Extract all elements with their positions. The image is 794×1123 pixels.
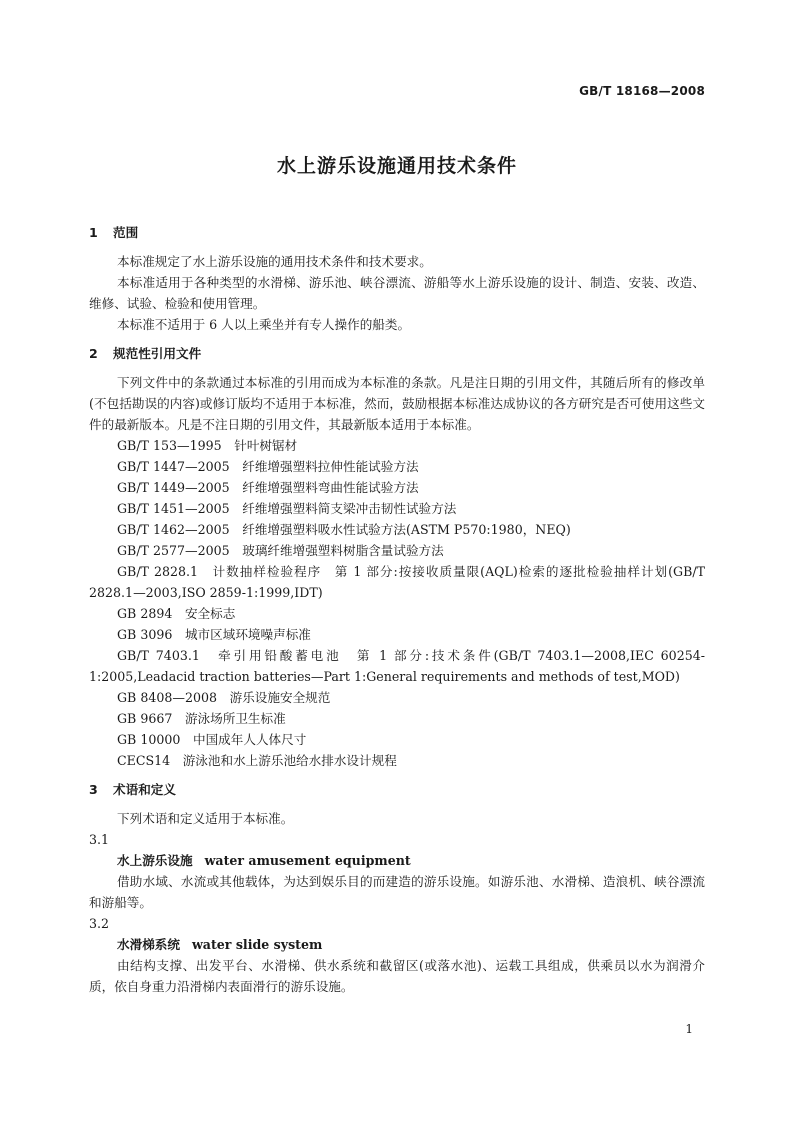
reference-item: GB/T 1451—2005 纤维增强塑料简支梁冲击韧性试验方法	[117, 501, 457, 516]
term-title	[89, 850, 705, 871]
section-title: 范围	[113, 225, 139, 240]
reference-item: CECS14 游泳池和水上游乐池给水排水设计规程	[117, 753, 397, 768]
section-number: 3	[89, 782, 98, 797]
section-heading-scope	[89, 222, 705, 243]
term-chinese: 水上游乐设施	[117, 853, 193, 868]
term-chinese: 水滑梯系统	[117, 937, 180, 952]
reference-item: GB 2894 安全标志	[117, 606, 236, 621]
term-english: water amusement equipment	[204, 853, 411, 868]
page-number: 1	[685, 1022, 693, 1036]
scope-paragraph: 本标准适用于各种类型的水滑梯、游乐池、峡谷漂流、游船等水上游乐设施的设计、制造、安装、改造、维修、试验、检验和使用管理。	[89, 275, 705, 311]
section-number: 1	[89, 225, 98, 240]
clause-number: 3.2	[89, 916, 110, 931]
reference-item: GB 9667 游泳场所卫生标准	[117, 711, 286, 726]
normative-intro: 下列文件中的条款通过本标准的引用而成为本标准的条款。凡是注日期的引用文件，其随后所有的修改单(不包括勘误的内容)或修订版均不适用于本标准，然而，鼓励根据本标准达成协议的各方研究是否可使用这些文件的最新版本。凡是不注日期的引用文件，其最新版本适用于本标准。	[89, 375, 705, 432]
term-english: water slide system	[191, 937, 323, 952]
standard-number: GB/T 18168—2008	[579, 84, 705, 98]
term-definition: 由结构支撑、出发平台、水滑梯、供水系统和截留区(或落水池)、运载工具组成，供乘员以水为润滑介质，依自身重力沿滑梯内表面滑行的游乐设施。	[89, 958, 705, 994]
section-number: 2	[89, 346, 98, 361]
section-title: 规范性引用文件	[113, 346, 202, 361]
document-body	[89, 222, 705, 997]
section-heading-terms	[89, 779, 705, 800]
reference-item: GB 8408—2008 游乐设施安全规范	[117, 690, 331, 705]
reference-item: GB/T 7403.1 牵引用铅酸蓄电池 第 1 部分:技术条件(GB/T 7403.1—2008,IEC 60254-1:2005,Leadacid traction batteries—Part 1:General requirements and methods of test,MOD)	[89, 648, 705, 684]
terms-intro: 下列术语和定义适用于本标准。	[117, 811, 294, 826]
reference-item: GB/T 153—1995 针叶树锯材	[117, 438, 298, 453]
term-title	[89, 934, 705, 955]
section-title: 术语和定义	[113, 782, 176, 797]
scope-paragraph: 本标准不适用于 6 人以上乘坐并有专人操作的船类。	[117, 317, 411, 332]
reference-item: GB/T 1462—2005 纤维增强塑料吸水性试验方法(ASTM P570:1980，NEQ)	[117, 522, 571, 537]
reference-item: GB/T 1447—2005 纤维增强塑料拉伸性能试验方法	[117, 459, 419, 474]
reference-item: GB/T 2828.1 计数抽样检验程序 第 1 部分:按接收质量限(AQL)检索的逐批检验抽样计划(GB/T 2828.1—2003,ISO 2859-1:1999,IDT)	[89, 564, 705, 600]
reference-item: GB/T 2577—2005 玻璃纤维增强塑料树脂含量试验方法	[117, 543, 444, 558]
document-title: 水上游乐设施通用技术条件	[276, 155, 517, 177]
reference-item: GB 10000 中国成年人人体尺寸	[117, 732, 307, 747]
clause-number: 3.1	[89, 832, 110, 847]
scope-paragraph: 本标准规定了水上游乐设施的通用技术条件和技术要求。	[117, 254, 432, 269]
section-heading-normative	[89, 343, 705, 364]
reference-item: GB/T 1449—2005 纤维增强塑料弯曲性能试验方法	[117, 480, 419, 495]
term-definition: 借助水域、水流或其他载体，为达到娱乐目的而建造的游乐设施。如游乐池、水滑梯、造浪机、峡谷漂流和游船等。	[89, 874, 705, 910]
reference-item: GB 3096 城市区域环境噪声标准	[117, 627, 311, 642]
